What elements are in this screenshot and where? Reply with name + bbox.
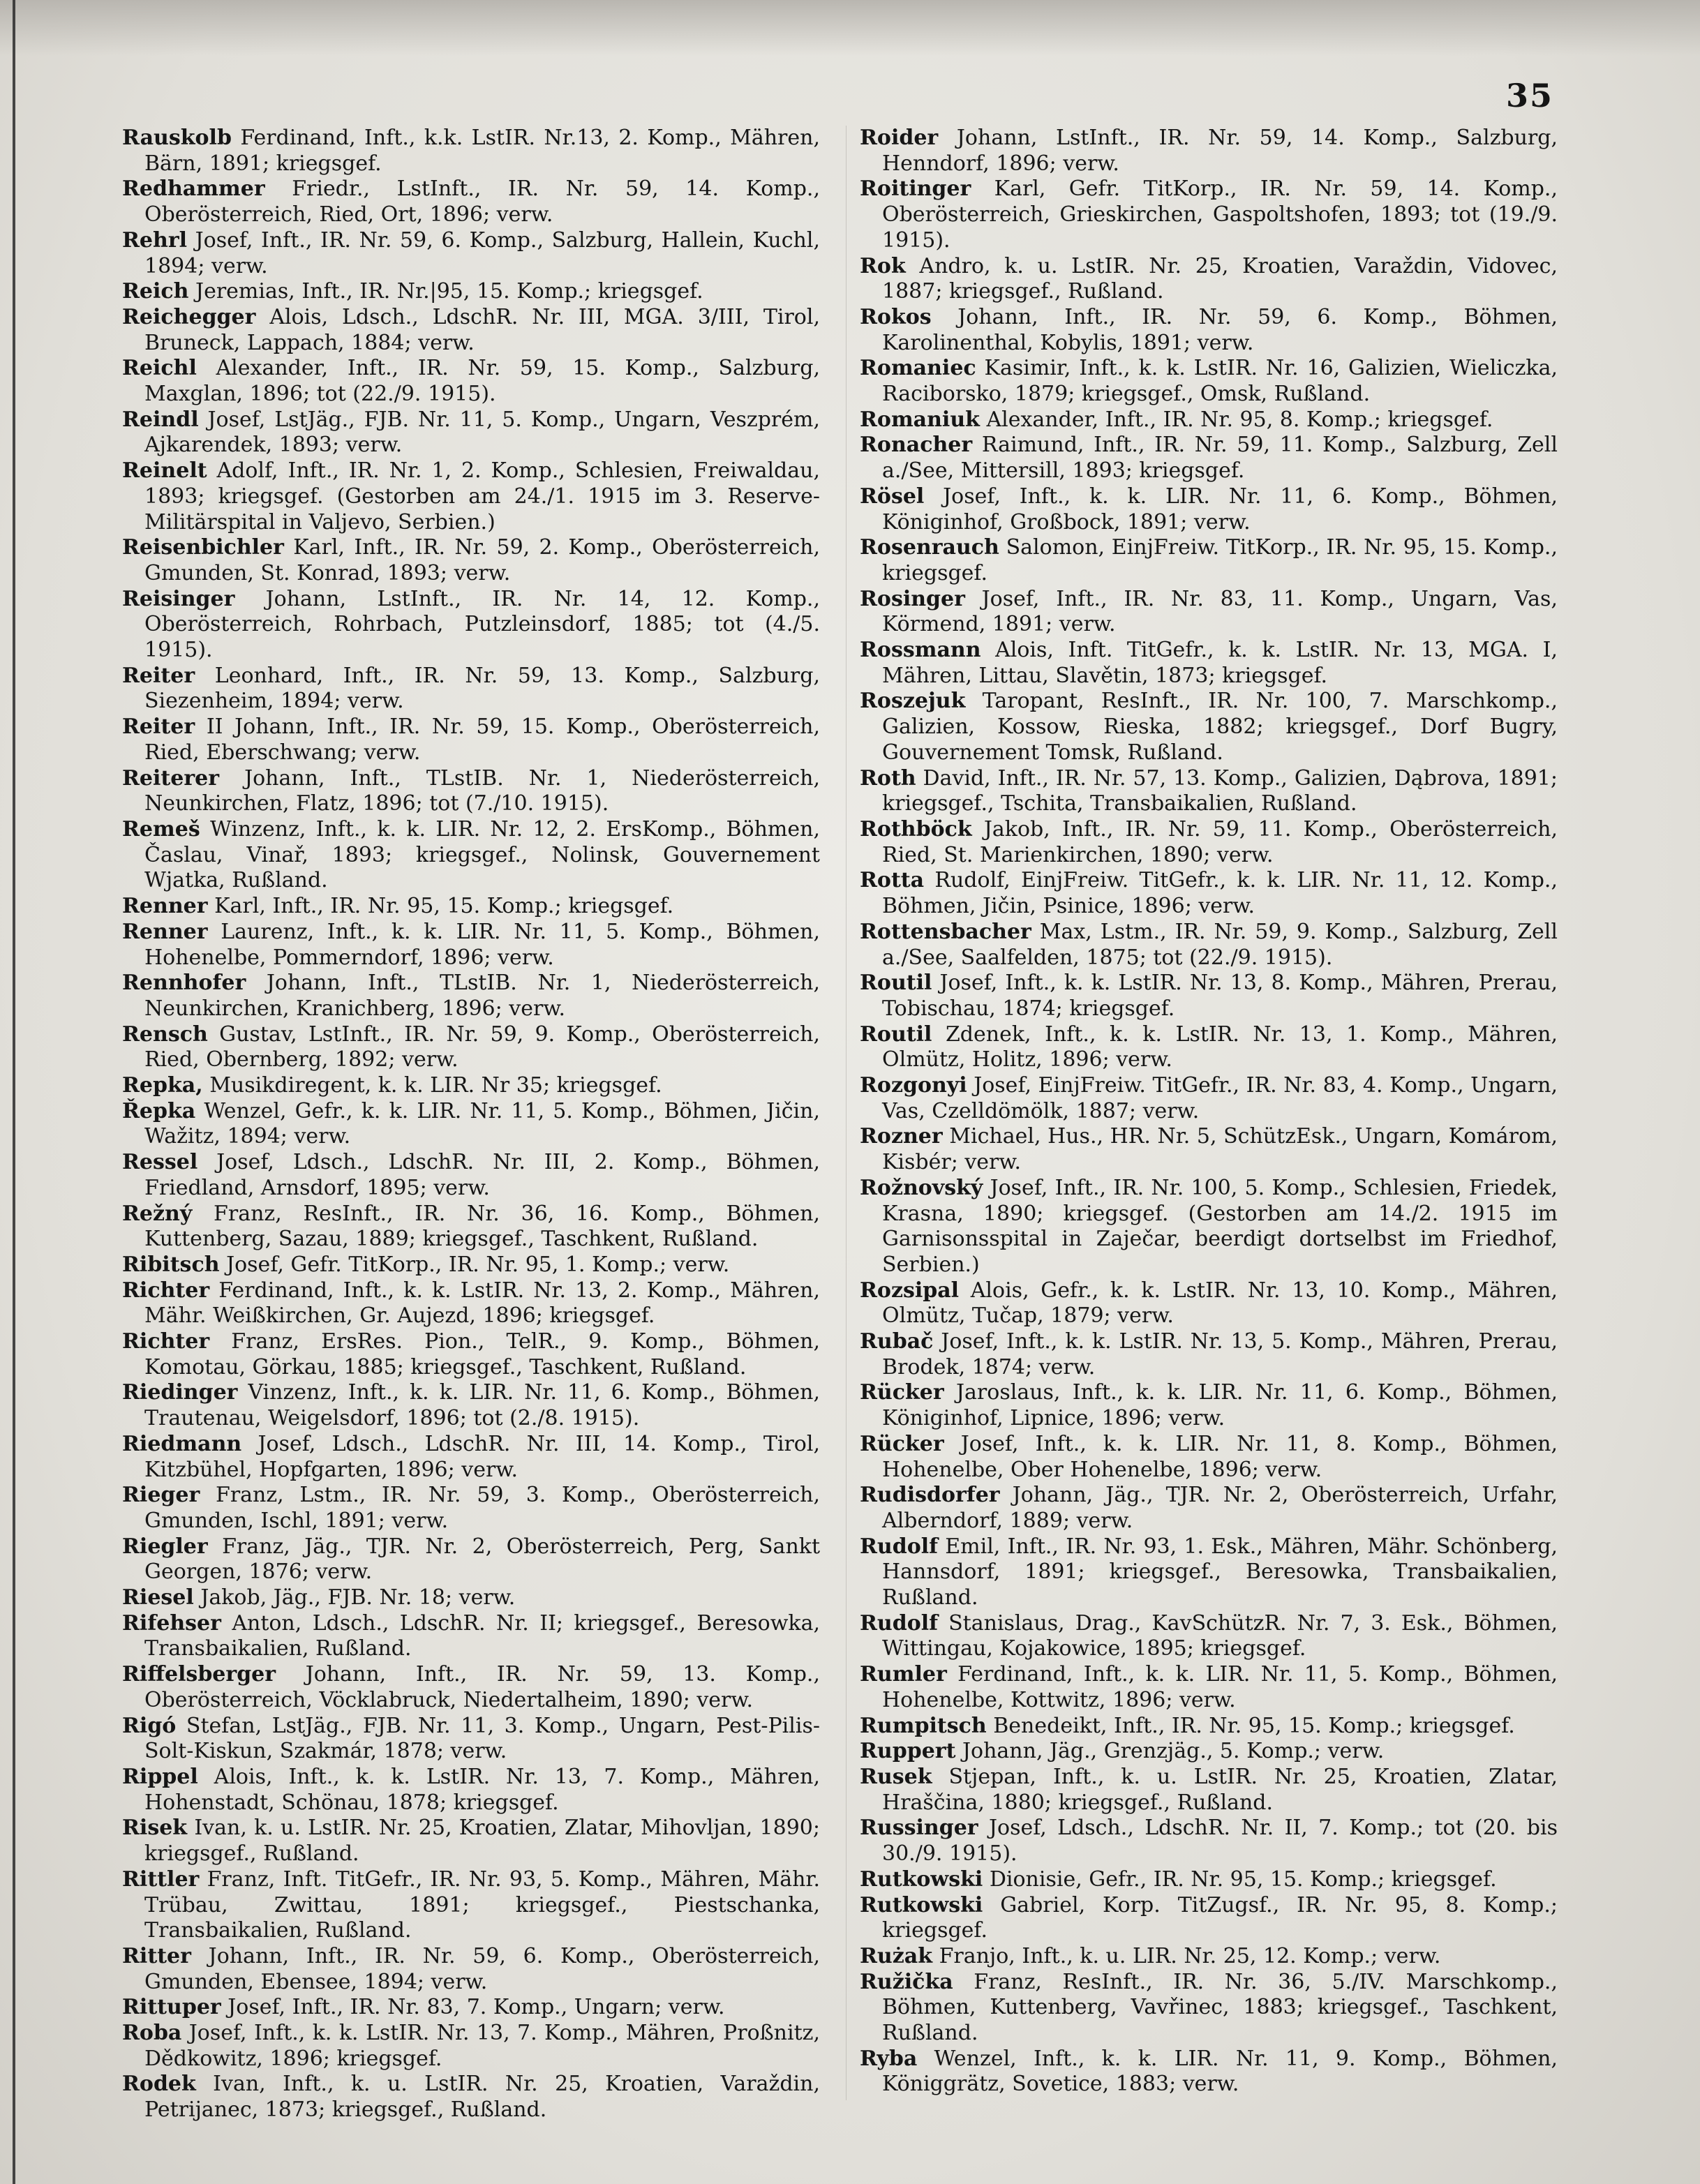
list-entry	[122, 1662, 820, 1713]
entry-details: Ferdinand, Inft., k. k. LIR. Nr. 11, 5. Komp., Böhmen, Hohenelbe, Kottwitz, 1896; verw.	[882, 1662, 1558, 1712]
list-entry	[860, 1662, 1558, 1713]
list-entry	[122, 1534, 820, 1585]
entry-surname: Reisinger	[122, 586, 235, 611]
entry-details: Franjo, Inft., k. u. LIR. Nr. 25, 12. Komp.; verw.	[939, 1943, 1441, 1968]
entry-details: Ferdinand, Inft., k. k. LstIR. Nr. 13, 2. Komp., Mähren, Mähr. Weißkirchen, Gr. Aujezd, 1896; kriegsgef.	[144, 1278, 820, 1329]
entry-surname: Reichl	[122, 356, 197, 381]
list-entry	[860, 356, 1558, 407]
list-entry	[860, 484, 1558, 535]
entry-surname: Rokos	[860, 304, 932, 329]
entry-details: Jakob, Jäg., FJB. Nr. 18; verw.	[200, 1585, 516, 1610]
entry-surname: Ronacher	[860, 433, 973, 458]
list-entry	[860, 638, 1558, 689]
entry-details: Josef, Inft., IR. Nr. 83, 7. Komp., Ungarn; verw.	[228, 1995, 725, 2020]
list-entry	[860, 407, 1558, 433]
entry-surname: Romaniec	[860, 356, 976, 381]
entry-details: Musikdiregent, k. k. LIR. Nr 35; kriegsgef.	[209, 1073, 662, 1098]
list-entry	[122, 126, 820, 177]
entry-surname: Renner	[122, 894, 208, 919]
entry-surname: Ruppert	[860, 1739, 956, 1764]
list-entry	[860, 1483, 1558, 1534]
entry-details: Josef, Ldsch., LdschR. Nr. II, 7. Komp.; tot (20. bis 30./9. 1915).	[882, 1816, 1558, 1867]
entry-surname: Routil	[860, 1022, 932, 1047]
entry-details: Benedeikt, Inft., IR. Nr. 95, 15. Komp.; kriegsgef.	[993, 1713, 1515, 1738]
entry-surname: Ružička	[860, 1969, 953, 1994]
list-entry	[860, 1380, 1558, 1431]
entry-surname: Riesel	[122, 1585, 194, 1610]
entry-details: Emil, Inft., IR. Nr. 93, 1. Esk., Mähren, Mähr. Schönberg, Hannsdorf, 1891; kriegsgef., Beresowka, Transbaikalien, Rußland.	[882, 1534, 1558, 1610]
entry-details: Stefan, LstJäg., FJB. Nr. 11, 3. Komp., Ungarn, Pest-Pilis-Solt-Kiskun, Szakmár, 1878; verw.	[144, 1713, 820, 1764]
entry-surname: Rotta	[860, 868, 925, 893]
entry-details: Vinzenz, Inft., k. k. LIR. Nr. 11, 6. Komp., Böhmen, Trautenau, Weigelsdorf, 1896; tot (2./8. 1915).	[144, 1380, 820, 1431]
list-entry	[860, 817, 1558, 868]
entry-details: Jeremias, Inft., IR. Nr.|95, 15. Komp.; kriegsgef.	[195, 279, 703, 304]
list-entry	[860, 1073, 1558, 1124]
entry-details: Karl, Inft., IR. Nr. 95, 15. Komp.; kriegsgef.	[214, 894, 674, 919]
list-entry	[860, 1765, 1558, 1816]
entry-surname: Rothböck	[860, 816, 972, 842]
list-entry	[122, 1867, 820, 1944]
list-entry	[122, 1099, 820, 1150]
list-entry	[122, 1765, 820, 1816]
list-entry	[122, 1329, 820, 1380]
entry-details: Stjepan, Inft., k. u. LstIR. Nr. 25, Kroatien, Zlatar, Hraščina, 1880; kriegsgef., Rußland.	[882, 1765, 1558, 1815]
entry-surname: Richter	[122, 1329, 210, 1354]
page-binding-edge	[13, 0, 15, 2184]
entry-details: Kasimir, Inft., k. k. LstIR. Nr. 16, Galizien, Wieliczka, Raciborsko, 1879; kriegsgef., Omsk, Rußland.	[882, 356, 1558, 407]
entry-details: Johann, Inft., IR. Nr. 59, 13. Komp., Oberösterreich, Vöcklabruck, Niedertalheim, 1890; verw.	[144, 1662, 820, 1712]
list-entry	[860, 1124, 1558, 1175]
list-entry	[860, 1176, 1558, 1278]
entry-details: Josef, Inft., k. k. LstIR. Nr. 13, 5. Komp., Mähren, Prerau, Brodek, 1874; verw.	[882, 1329, 1558, 1379]
entry-surname: Rožnovský	[860, 1175, 983, 1200]
entry-details: Andro, k. u. LstIR. Nr. 25, Kroatien, Varaždin, Vidovec, 1887; kriegsgef., Rußland.	[882, 253, 1558, 304]
list-entry	[122, 1483, 820, 1534]
entry-details: Laurenz, Inft., k. k. LIR. Nr. 11, 5. Komp., Böhmen, Hohenelbe, Pommerndorf, 1896; verw.	[144, 919, 820, 970]
entry-details: Johann, Inft., IR. Nr. 59, 6. Komp., Böhmen, Karolinenthal, Kobylis, 1891; verw.	[882, 304, 1558, 355]
entry-details: Johann, LstInft., IR. Nr. 14, 12. Komp., Oberösterreich, Rohrbach, Putzleinsdorf, 1885; tot (4./5. 1915).	[144, 586, 820, 663]
list-entry	[860, 1816, 1558, 1867]
list-entry	[860, 126, 1558, 177]
entry-details: Gustav, LstInft., IR. Nr. 59, 9. Komp., Oberösterreich, Ried, Obernberg, 1892; verw.	[144, 1022, 820, 1072]
entry-surname: Rensch	[122, 1022, 208, 1047]
entry-surname: Rozgonyi	[860, 1073, 967, 1098]
entry-surname: Rok	[860, 253, 906, 278]
list-entry	[860, 1867, 1558, 1893]
entry-details: Alois, Gefr., k. k. LstIR. Nr. 13, 10. Komp., Mähren, Olmütz, Tučap, 1879; verw.	[882, 1278, 1558, 1329]
list-entry	[860, 254, 1558, 305]
entry-details: Josef, Inft., k. k. LIR. Nr. 11, 8. Komp., Böhmen, Hohenelbe, Ober Hohenelbe, 1896; verw.	[882, 1431, 1558, 1482]
entry-details: David, Inft., IR. Nr. 57, 13. Komp., Galizien, Dąbrova, 1891; kriegsgef., Tschita, Transbaikalien, Rußland.	[882, 765, 1558, 816]
list-entry	[122, 228, 820, 279]
list-entry	[122, 305, 820, 356]
entry-surname: Reiter	[122, 715, 195, 740]
entry-details: Zdenek, Inft., k. k. LstIR. Nr. 13, 1. Komp., Mähren, Olmütz, Holitz, 1896; verw.	[882, 1022, 1558, 1072]
entry-surname: Roth	[860, 765, 916, 791]
entry-surname: Rutkowski	[860, 1892, 983, 1917]
list-entry	[860, 1278, 1558, 1329]
entry-details: Josef, Inft., k. k. LIR. Nr. 11, 6. Komp., Böhmen, Königinhof, Großbock, 1891; verw.	[882, 484, 1558, 534]
entry-surname: Roider	[860, 126, 939, 150]
entry-surname: Rutkowski	[860, 1867, 983, 1892]
entry-details: Friedr., LstInft., IR. Nr. 59, 14. Komp., Oberösterreich, Ried, Ort, 1896; verw.	[144, 177, 820, 227]
entry-surname: Režný	[122, 1201, 193, 1226]
list-entry	[122, 971, 820, 1022]
entry-surname: Rossmann	[860, 638, 981, 663]
entry-details: Johann, Jäg., Grenzjäg., 5. Komp.; verw.	[962, 1739, 1385, 1764]
entry-surname: Rumler	[860, 1662, 947, 1687]
list-entry	[122, 715, 820, 765]
entry-details: Leonhard, Inft., IR. Nr. 59, 13. Komp., Salzburg, Siezenheim, 1894; verw.	[144, 663, 820, 714]
page-number: 35	[1505, 77, 1553, 114]
list-entry	[860, 971, 1558, 1022]
entry-surname: Risek	[122, 1816, 188, 1841]
entry-surname: Rudisdorfer	[860, 1483, 1000, 1508]
entry-details: Johann, Inft., TLstIB. Nr. 1, Niederösterreich, Neunkirchen, Flatz, 1896; tot (7./10. 1915).	[144, 765, 820, 816]
entry-surname: Roszejuk	[860, 689, 966, 714]
entry-details: Josef, Inft., k. k. LstIR. Nr. 13, 7. Komp., Mähren, Proßnitz, Dědkowitz, 1896; kriegsgef.	[144, 2021, 820, 2071]
list-entry	[860, 1534, 1558, 1611]
entry-surname: Rippel	[122, 1765, 198, 1789]
entry-surname: Reisenbichler	[122, 535, 284, 560]
entry-surname: Richter	[122, 1278, 210, 1303]
entry-details: Johann, Inft., IR. Nr. 59, 6. Komp., Oberösterreich, Gmunden, Ebensee, 1894; verw.	[144, 1943, 820, 1994]
list-entry	[122, 1995, 820, 2021]
entry-details: Jakob, Inft., IR. Nr. 59, 11. Komp., Oberösterreich, Ried, St. Marienkirchen, 1890; verw.	[882, 816, 1558, 867]
list-entry	[122, 1150, 820, 1201]
entry-surname: Rücker	[860, 1380, 944, 1405]
entry-details: Josef, Inft., k. k. LstIR. Nr. 13, 8. Komp., Mähren, Prerau, Tobischau, 1874; kriegsgef.	[882, 971, 1558, 1021]
list-entry	[122, 1611, 820, 1662]
entry-details: Ferdinand, Inft., k.k. LstIR. Nr.13, 2. Komp., Mähren, Bärn, 1891; kriegsgef.	[144, 126, 820, 176]
entry-details: Alois, Inft. TitGefr., k. k. LstIR. Nr. 13, MGA. I, Mähren, Littau, Slavětin, 1873; kriegsgef.	[882, 638, 1558, 688]
list-entry	[122, 1432, 820, 1483]
entry-details: Anton, Ldsch., LdschR. Nr. II; kriegsgef., Beresowka, Transbaikalien, Rußland.	[144, 1610, 820, 1661]
entry-details: Johann, Jäg., TJR. Nr. 2, Oberösterreich, Urfahr, Alberndorf, 1889; verw.	[882, 1483, 1558, 1533]
entry-details: Michael, Hus., HR. Nr. 5, SchützEsk., Ungarn, Komárom, Kisbér; verw.	[882, 1124, 1558, 1175]
list-entry	[860, 1893, 1558, 1944]
list-entry	[122, 817, 820, 894]
list-entry	[122, 1252, 820, 1278]
list-entry	[122, 356, 820, 407]
list-entry	[860, 1329, 1558, 1380]
column-left	[122, 126, 820, 2123]
entry-surname: Russinger	[860, 1816, 978, 1841]
entry-details: Stanislaus, Drag., KavSchützR. Nr. 7, 3. Esk., Böhmen, Wittingau, Kojakowice, 1895; kriegsgef.	[882, 1610, 1558, 1661]
entry-surname: Redhammer	[122, 177, 265, 202]
entry-surname: Rozsipal	[860, 1278, 960, 1303]
entry-details: Alexander, Inft., IR. Nr. 59, 15. Komp., Salzburg, Maxglan, 1896; tot (22./9. 1915).	[144, 356, 820, 407]
entry-details: Franz, Inft. TitGefr., IR. Nr. 93, 5. Komp., Mähren, Mähr. Trübau, Zwittau, 1891; kriegsgef., Piestschanka, Transbaikalien, Rußland.	[144, 1867, 820, 1943]
entry-surname: Rücker	[860, 1431, 944, 1456]
entry-surname: Rudolf	[860, 1610, 939, 1636]
entry-surname: Riegler	[122, 1534, 208, 1559]
list-entry	[860, 1714, 1558, 1740]
entry-surname: Riedmann	[122, 1431, 242, 1456]
entry-details: Alexander, Inft., IR. Nr. 95, 8. Komp.; kriegsgef.	[986, 407, 1493, 432]
list-entry	[122, 279, 820, 305]
entry-surname: Rauskolb	[122, 126, 232, 150]
entry-surname: Rehrl	[122, 227, 188, 253]
entry-details: Gabriel, Korp. TitZugsf., IR. Nr. 95, 8. Komp.; kriegsgef.	[882, 1892, 1558, 1943]
entry-details: Josef, Ldsch., LdschR. Nr. III, 14. Komp., Tirol, Kitzbühel, Hopfgarten, 1896; verw.	[144, 1431, 820, 1482]
entry-surname: Routil	[860, 971, 932, 996]
entry-surname: Roba	[122, 2021, 182, 2046]
list-entry	[122, 894, 820, 920]
entry-details: Josef, Inft., IR. Nr. 59, 6. Komp., Salzburg, Hallein, Kuchl, 1894; verw.	[144, 227, 820, 278]
list-entry	[122, 535, 820, 586]
entry-surname: Roitinger	[860, 177, 971, 202]
entry-surname: Reiter	[122, 663, 195, 688]
entry-surname: Reindl	[122, 407, 199, 432]
entry-details: Wenzel, Inft., k. k. LIR. Nr. 11, 9. Komp., Böhmen, Königgrätz, Sovetice, 1883; verw.	[882, 2046, 1558, 2097]
entry-surname: Rosinger	[860, 586, 965, 611]
list-entry	[122, 920, 820, 971]
entry-details: Franz, ErsRes. Pion., TelR., 9. Komp., Böhmen, Komotau, Görkau, 1885; kriegsgef., Taschkent, Rußland.	[144, 1329, 820, 1379]
list-entry	[122, 2021, 820, 2072]
list-entry	[860, 433, 1558, 484]
list-entry	[860, 766, 1558, 817]
entry-details: Franz, Jäg., TJR. Nr. 2, Oberösterreich, Perg, Sankt Georgen, 1876; verw.	[144, 1534, 820, 1585]
entry-surname: Reiterer	[122, 765, 220, 791]
entry-details: Wenzel, Gefr., k. k. LIR. Nr. 11, 5. Komp., Böhmen, Jičin, Wažitz, 1894; verw.	[144, 1098, 820, 1149]
entry-surname: Reichegger	[122, 304, 256, 329]
entry-surname: Rosenrauch	[860, 535, 999, 560]
entry-details: Dionisie, Gefr., IR. Nr. 95, 15. Komp.; kriegsgef.	[989, 1867, 1497, 1892]
entry-surname: Rösel	[860, 484, 925, 509]
entry-surname: Riedinger	[122, 1380, 238, 1405]
list-entry	[122, 766, 820, 817]
entry-surname: Reich	[122, 279, 189, 304]
entry-surname: Rudolf	[860, 1534, 939, 1559]
list-entry	[122, 177, 820, 227]
list-entry	[860, 305, 1558, 356]
column-right	[860, 126, 1558, 2097]
entry-details: II Johann, Inft., IR. Nr. 59, 15. Komp., Oberösterreich, Ried, Eberschwang; verw.	[144, 715, 820, 765]
list-entry	[122, 1278, 820, 1329]
list-entry	[122, 1022, 820, 1073]
list-entry	[860, 1739, 1558, 1765]
entry-surname: Rieger	[122, 1483, 200, 1508]
entry-surname: Rodek	[122, 2072, 196, 2097]
entry-surname: Ressel	[122, 1150, 198, 1175]
entry-details: Ivan, Inft., k. u. LstIR. Nr. 25, Kroatien, Varaždin, Petrijanec, 1873; kriegsgef., Rußland.	[144, 2072, 820, 2123]
entry-surname: Rigó	[122, 1713, 177, 1738]
list-entry	[860, 1022, 1558, 1073]
entry-surname: Rifehser	[122, 1610, 221, 1636]
entry-details: Alois, Inft., k. k. LstIR. Nr. 13, 7. Komp., Mähren, Hohenstadt, Schönau, 1878; kriegsgef.	[144, 1765, 820, 1815]
list-entry	[860, 2047, 1558, 2097]
entry-details: Josef, Inft., IR. Nr. 100, 5. Komp., Schlesien, Friedek, Krasna, 1890; kriegsgef. (Gestorben am 14./2. 1915 im Garnisonsspital in Zaječar, beerdigt dortselbst im Friedhof, Serbien.)	[882, 1175, 1558, 1277]
entry-surname: Riffelsberger	[122, 1662, 276, 1687]
entry-details: Rudolf, EinjFreiw. TitGefr., k. k. LIR. Nr. 11, 12. Komp., Böhmen, Jičin, Psinice, 1896; verw.	[882, 868, 1558, 919]
column-divider	[846, 126, 847, 2100]
list-entry	[860, 1611, 1558, 1662]
list-entry	[122, 587, 820, 664]
entry-surname: Rottensbacher	[860, 919, 1031, 944]
list-entry	[122, 1380, 820, 1431]
list-entry	[860, 587, 1558, 638]
list-entry	[860, 177, 1558, 253]
entry-surname: Romaniuk	[860, 407, 980, 432]
entry-details: Johann, Inft., TLstIB. Nr. 1, Niederösterreich, Neunkirchen, Kranichberg, 1896; verw.	[144, 971, 820, 1021]
entry-details: Winzenz, Inft., k. k. LIR. Nr. 12, 2. ErsKomp., Böhmen, Časlau, Vinař, 1893; kriegsgef., Nolinsk, Gouvernement Wjatka, Rußland.	[144, 816, 820, 893]
entry-surname: Ribitsch	[122, 1252, 220, 1277]
list-entry	[860, 1970, 1558, 2047]
entry-details: Josef, Gefr. TitKorp., IR. Nr. 95, 1. Komp.; verw.	[226, 1252, 730, 1277]
list-entry	[122, 2072, 820, 2123]
entry-surname: Rusek	[860, 1765, 932, 1789]
entry-surname: Remeš	[122, 816, 200, 842]
entry-details: Alois, Ldsch., LdschR. Nr. III, MGA. 3/III, Tirol, Bruneck, Lappach, 1884; verw.	[144, 304, 820, 355]
list-entry	[122, 1073, 820, 1099]
entry-details: Josef, Inft., IR. Nr. 83, 11. Komp., Ungarn, Vas, Körmend, 1891; verw.	[882, 586, 1558, 637]
entry-surname: Rittler	[122, 1867, 200, 1892]
entry-details: Franz, Lstm., IR. Nr. 59, 3. Komp., Oberösterreich, Gmunden, Ischl, 1891; verw.	[144, 1483, 820, 1533]
list-entry	[122, 1202, 820, 1252]
entry-surname: Ritter	[122, 1943, 191, 1968]
entry-surname: Rittuper	[122, 1995, 221, 2020]
entry-surname: Repka,	[122, 1073, 203, 1098]
entry-details: Josef, EinjFreiw. TitGefr., IR. Nr. 83, 4. Komp., Ungarn, Vas, Czelldömölk, 1887; verw.	[882, 1073, 1558, 1123]
entry-details: Josef, Ldsch., LdschR. Nr. III, 2. Komp., Böhmen, Friedland, Arnsdorf, 1895; verw.	[144, 1150, 820, 1200]
list-entry	[122, 1714, 820, 1765]
entry-details: Karl, Gefr. TitKorp., IR. Nr. 59, 14. Komp., Oberösterreich, Grieskirchen, Gaspoltshofen, 1893; tot (19./9. 1915).	[882, 177, 1558, 253]
list-entry	[122, 1585, 820, 1611]
entry-details: Max, Lstm., IR. Nr. 59, 9. Komp., Salzburg, Zell a./See, Saalfelden, 1875; tot (22./9. 1915).	[882, 919, 1558, 970]
entry-surname: Ryba	[860, 2046, 918, 2071]
entry-details: Ivan, k. u. LstIR. Nr. 25, Kroatien, Zlatar, Mihovljan, 1890; kriegsgef., Rußland.	[144, 1816, 820, 1867]
list-entry	[860, 1944, 1558, 1970]
entry-details: Karl, Inft., IR. Nr. 59, 2. Komp., Oberösterreich, Gmunden, St. Konrad, 1893; verw.	[144, 535, 820, 585]
list-entry	[860, 868, 1558, 919]
page-shadow-top	[0, 0, 1700, 56]
entry-surname: Reinelt	[122, 458, 207, 484]
list-entry	[860, 1432, 1558, 1483]
entry-details: Johann, LstInft., IR. Nr. 59, 14. Komp., Salzburg, Henndorf, 1896; verw.	[882, 126, 1558, 176]
entry-details: Jaroslaus, Inft., k. k. LIR. Nr. 11, 6. Komp., Böhmen, Königinhof, Lipnice, 1896; verw.	[882, 1380, 1558, 1431]
entry-details: Salomon, EinjFreiw. TitKorp., IR. Nr. 95, 15. Komp., kriegsgef.	[882, 535, 1558, 585]
entry-surname: Renner	[122, 919, 208, 944]
list-entry	[122, 407, 820, 458]
entry-surname: Rużak	[860, 1943, 933, 1968]
entry-surname: Rennhofer	[122, 971, 246, 996]
entry-surname: Řepka	[122, 1098, 196, 1123]
entry-details: Raimund, Inft., IR. Nr. 59, 11. Komp., Salzburg, Zell a./See, Mittersill, 1893; kriegsgef.	[882, 433, 1558, 484]
entry-details: Franz, ResInft., IR. Nr. 36, 16. Komp., Böhmen, Kuttenberg, Sazau, 1889; kriegsgef., Taschkent, Rußland.	[144, 1201, 820, 1252]
entry-details: Adolf, Inft., IR. Nr. 1, 2. Komp., Schlesien, Freiwaldau, 1893; kriegsgef. (Gestorben am 24./1. 1915 im 3. Reserve-Militärspital in Valjevo, Serbien.)	[144, 458, 820, 534]
entry-details: Franz, ResInft., IR. Nr. 36, 5./IV. Marschkomp., Böhmen, Kuttenberg, Vavřinec, 1883; kriegsgef., Taschkent, Rußland.	[882, 1969, 1558, 2046]
list-entry	[122, 458, 820, 535]
entry-surname: Rumpitsch	[860, 1713, 987, 1738]
entry-details: Josef, LstJäg., FJB. Nr. 11, 5. Komp., Ungarn, Veszprém, Ajkarendek, 1893; verw.	[144, 407, 820, 458]
entry-details: Taropant, ResInft., IR. Nr. 100, 7. Marschkomp., Galizien, Kossow, Rieska, 1882; kriegsgef., Dorf Bugry, Gouvernement Tomsk, Rußland.	[882, 689, 1558, 765]
list-entry	[122, 1816, 820, 1867]
list-entry	[860, 535, 1558, 586]
list-entry	[860, 689, 1558, 765]
list-entry	[122, 1944, 820, 1995]
entry-surname: Rubač	[860, 1329, 934, 1354]
list-entry	[122, 664, 820, 715]
list-entry	[860, 920, 1558, 971]
entry-surname: Rozner	[860, 1124, 943, 1149]
